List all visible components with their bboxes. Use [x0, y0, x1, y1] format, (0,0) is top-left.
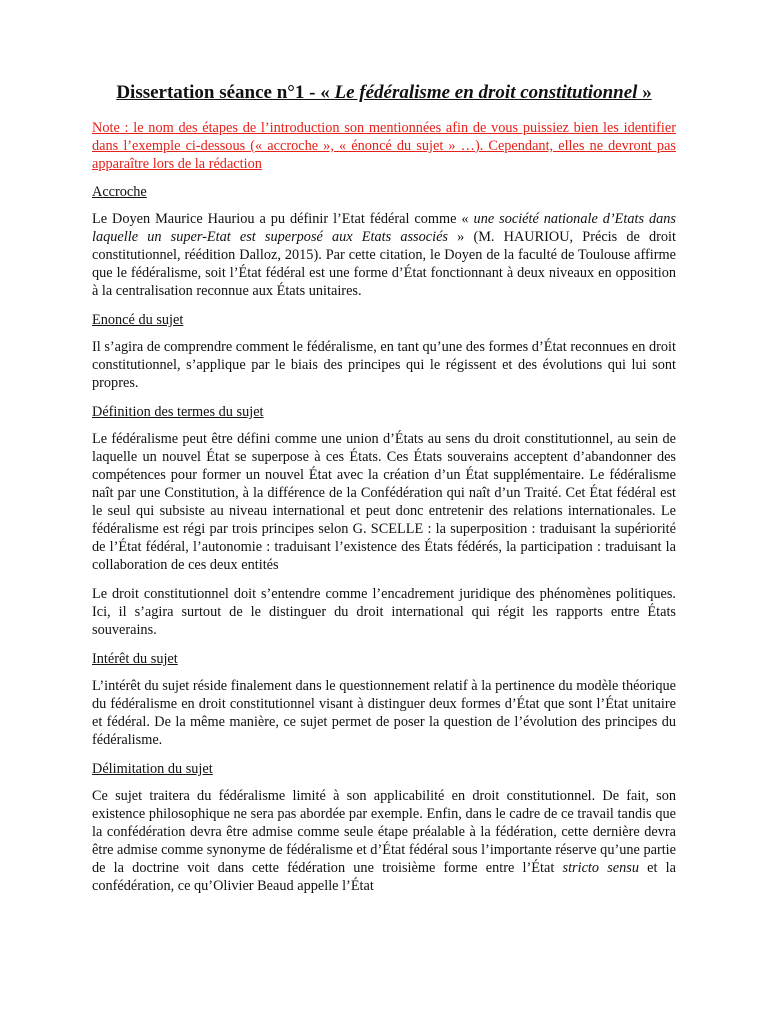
document-title [92, 82, 676, 105]
heading-delimitation: Délimitation du sujet [92, 760, 213, 777]
heading-interet: Intérêt du sujet [92, 650, 178, 667]
heading-accroche: Accroche [92, 183, 147, 200]
instruction-note: Note : le nom des étapes de l’introduction son mentionnées afin de vous puissiez bien les identifier dans l’exemple ci-dessous (« accroche », « énoncé du sujet » …). Cependant, elles ne devront pas apparaître lors de la rédaction [92, 119, 676, 172]
stricto-sensu: stricto sensu [562, 859, 639, 876]
accroche-text-start: Le Doyen Maurice Hauriou a pu définir l’Etat fédéral comme « [92, 210, 474, 227]
paragraph-interet: L’intérêt du sujet réside finalement dans le questionnement relatif à la pertinence du modèle théorique du fédéralisme en droit constitutionnel visant à distinguer deux formes d’État que sont l’État unitaire et fédéral. De la même manière, ce sujet permet de poser la question de l’évolution des principes du fédéralisme. [92, 677, 676, 748]
delimitation-text-end: et la confédération, ce qu’Olivier Beaud appelle l’État [92, 859, 676, 894]
hauriou-quote: une société nationale d’Etats dans laquelle un super-Etat est superposé aux Etats associés [92, 210, 676, 245]
paragraph-enonce: Il s’agira de comprendre comment le fédéralisme, en tant qu’une des formes d’État reconnues en droit constitutionnel, s’applique par le biais des principes qui le régissent et des évolutions qui lui sont propres. [92, 338, 676, 391]
title-subject: Le fédéralisme en droit constitutionnel [334, 82, 638, 103]
heading-enonce: Enoncé du sujet [92, 311, 184, 328]
paragraph-definition-droit-constitutionnel: Le droit constitutionnel doit s’entendre comme l’encadrement juridique des phénomènes politiques. Ici, il s’agira surtout de le distinguer du droit international qui régit les rapports entre États souverains. [92, 585, 676, 638]
accroche-text-end: » (M. HAURIOU, Précis de droit constitutionnel, réédition Dalloz, 2015). Par cette citation, le Doyen de la faculté de Toulouse affirme que le fédéralisme, soit l’État fédéral est une forme d’État fonctionnant à deux niveaux en opposition à la centralisation reconnue aux États unitaires. [92, 228, 677, 299]
paragraph-definition-federalisme: Le fédéralisme peut être défini comme une union d’États au sens du droit constitutionnel, au sein de laquelle un nouvel État se superpose à ces États. Ces États souverains acceptent d’abandonner des compétences pour former un nouvel État avec la création d’un État supplémentaire. Le fédéralisme naît par une Constitution, à la différence de la Confédération qui naît d’un Traité. Cet État fédéral est le seul qui subsiste au niveau international et peut donc entretenir des relations internationales. Le fédéralisme est régi par trois principes selon G. SCELLE : la superposition : traduisant la supériorité de l’État fédéral, l’autonomie : traduisant l’existence des États fédérés, la participation : traduisant la collaboration de ces deux entités [92, 430, 676, 573]
title-prefix: Dissertation séance n°1 - « [116, 82, 335, 103]
paragraph-delimitation [92, 787, 676, 895]
delimitation-text-start: Ce sujet traitera du fédéralisme limité à son applicabilité en droit constitutionnel. De fait, son existence philosophique ne sera pas abordée par exemple. Enfin, dans le cadre de ce travail tandis que la confédération devra être admise comme seule étape préalable à la fédération, cette dernière devra être admise comme synonyme de fédéralisme et d’État fédéral sous l’importante réserve qu’une partie de la doctrine voit dans cette fédération une troisième forme entre l’État [92, 787, 676, 876]
title-suffix: » [637, 82, 652, 103]
heading-definition: Définition des termes du sujet [92, 403, 264, 420]
paragraph-accroche [92, 210, 676, 300]
